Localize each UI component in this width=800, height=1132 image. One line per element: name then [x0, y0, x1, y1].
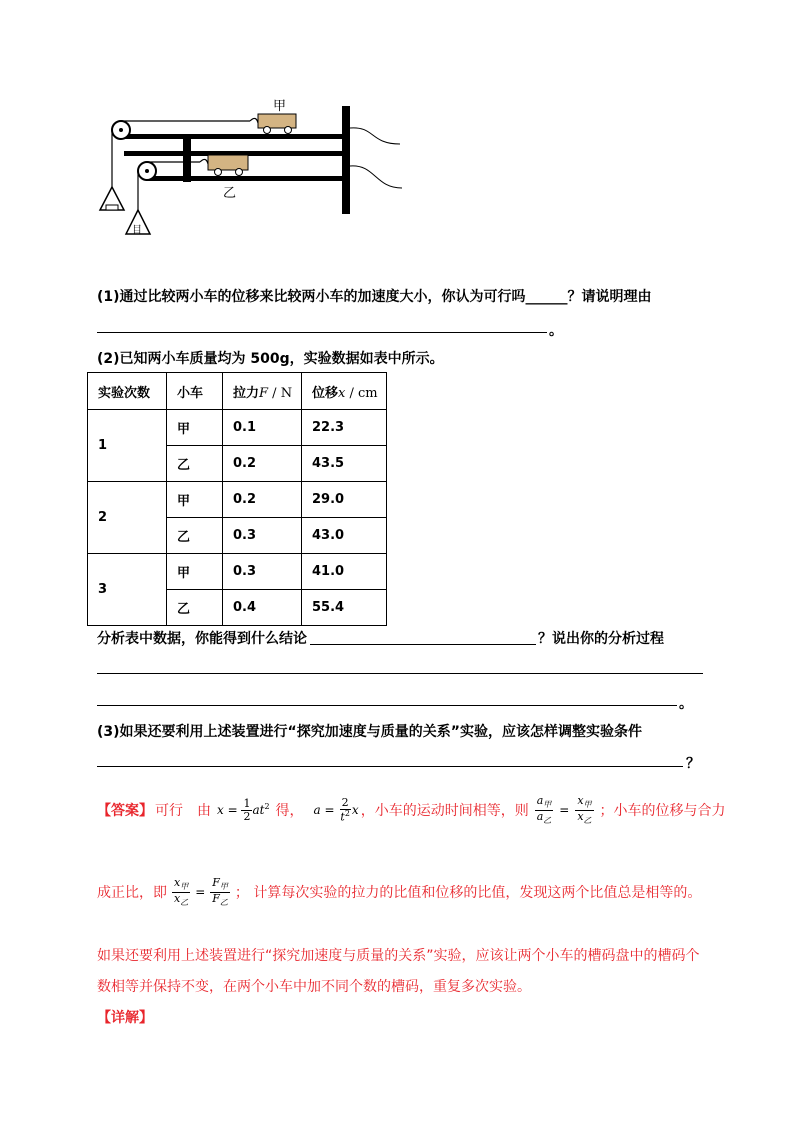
eq1-lhs: x =	[217, 802, 238, 817]
answer-tag: 【答案】	[97, 803, 153, 820]
header-trial: 实验次数	[88, 373, 167, 410]
header-force	[223, 373, 302, 410]
force-cell: 0.2	[223, 482, 302, 518]
force-cell: 0.1	[223, 410, 302, 446]
cart-cell: 甲	[167, 482, 223, 518]
cart-yi-label: 乙	[223, 186, 237, 201]
cart-cell: 甲	[167, 554, 223, 590]
eq1-den: 2	[243, 809, 251, 823]
trial-cell: 2	[88, 482, 167, 554]
header-disp-unit: / cm	[345, 385, 378, 401]
displacement-cell: 22.3	[302, 410, 387, 446]
pan-weight-label: 目	[132, 225, 142, 236]
cart-cell: 甲	[167, 410, 223, 446]
table-row	[88, 482, 387, 518]
header-cart: 小车	[167, 373, 223, 410]
answer-para2-line2: 数相等并保持不变，在两个小车中加不同个数的槽码，重复多次实验。	[97, 979, 531, 995]
equation-a-2x-t2	[314, 797, 359, 824]
trial-cell: 3	[88, 554, 167, 626]
eq1-rhs: at	[252, 802, 265, 817]
answer-para2-line1: 如果还要利用上述装置进行“探究加速度与质量的关系”实验，应该让两个小车的槽码盘中的槽码个	[97, 948, 700, 964]
force-cell: 0.4	[223, 590, 302, 626]
answer-part2: 得，	[275, 803, 304, 820]
cart-cell: 乙	[167, 518, 223, 554]
answer-line-q1	[97, 332, 547, 333]
header-force-symbol: F	[259, 385, 269, 401]
displacement-cell: 43.0	[302, 518, 387, 554]
table-header-row	[88, 373, 387, 410]
data-table	[87, 372, 387, 626]
analysis-prompt: 分析表中数据，你能得到什么结论	[97, 631, 307, 647]
eq2-fraction: $\frac{2}{t^2}$	[340, 796, 350, 824]
force-cell: 0.2	[223, 446, 302, 482]
q1-end-mark: 。	[549, 323, 563, 339]
cart-jia-label: 甲	[273, 99, 287, 114]
equation-x-half-at2: x = $\frac{1}{2}$ $at^2$	[217, 796, 270, 823]
answer-part4: ；小车的位移与合力	[599, 803, 726, 820]
question-2: (2)已知两小车质量均为 500g，实验数据如表中所示。	[97, 351, 444, 367]
displacement-cell: 29.0	[302, 482, 387, 518]
header-disp-label: 位移	[312, 385, 339, 401]
answer-line-q2b	[97, 705, 677, 706]
answer-line-2: 成正比，即 $\frac{x_甲}{x_乙}$ = $\frac{F_甲}{F_乙}$ ； 计算每次实验的拉力的比值和位移的比值，发现这两个比值总是相等的。	[97, 876, 702, 908]
eq2-rhs: x	[351, 802, 359, 817]
cart-cell: 乙	[167, 446, 223, 482]
eq2-lhs: a =	[313, 802, 335, 817]
detail-tag: 【详解】	[97, 1010, 153, 1026]
force-cell: 0.3	[223, 554, 302, 590]
analysis-prompt-tail: ？说出你的分析过程	[538, 631, 664, 647]
table-row	[88, 554, 387, 590]
ratio-a-equals-x: $\frac{a_甲}{a_乙}$	[536, 794, 552, 826]
displacement-cell: 55.4	[302, 590, 387, 626]
eq2-num: 2	[341, 796, 349, 810]
force-cell: 0.3	[223, 518, 302, 554]
displacement-cell: 43.5	[302, 446, 387, 482]
answer-part5: 成正比，即	[97, 885, 167, 902]
header-force-label: 拉力	[233, 385, 260, 401]
question-1: (1)通过比较两小车的位移来比较两小车的加速度大小，你认为可行吗______？请说明理由	[97, 289, 652, 305]
conclusion-blank	[310, 644, 536, 645]
ratio-x-equals-f: $\frac{x_甲}{x_乙}$	[174, 876, 189, 908]
answer-part3: ，小车的运动时间相等，则	[360, 803, 529, 820]
header-disp-symbol: x	[338, 385, 346, 401]
question-3: (3)如果还要利用上述装置进行“探究加速度与质量的关系”实验，应该怎样调整实验条件	[97, 724, 642, 740]
displacement-cell: 41.0	[302, 554, 387, 590]
header-force-unit: / N	[268, 385, 293, 401]
answer-part1: 可行 由	[155, 803, 211, 820]
q2-end-mark: 。	[679, 696, 693, 712]
answer-line-q3	[97, 766, 683, 767]
answer-part6: ； 计算每次实验的拉力的比值和位移的比值，发现这两个比值总是相等的。	[234, 885, 702, 902]
apparatus-diagram	[90, 92, 410, 252]
trial-cell: 1	[88, 410, 167, 482]
cart-cell: 乙	[167, 590, 223, 626]
eq1-fraction	[241, 798, 252, 823]
answer-line-1: 【答案】 可行 由 x = $\frac{1}{2}$ $at^2$ 得， a = $\frac{2}{t^2}$ x ，小车的运动时间相等，则 $\frac{a_甲}{a_乙}$ = $\frac{x_甲}{x_乙}$ ；小车的位移与合力	[97, 794, 726, 826]
eq1-num: 1	[243, 796, 251, 810]
header-displacement	[302, 373, 387, 410]
answer-line-q2a	[97, 673, 703, 674]
table-row	[88, 410, 387, 446]
eq2-den: t	[340, 810, 345, 824]
q3-end-mark: ？	[686, 756, 700, 772]
